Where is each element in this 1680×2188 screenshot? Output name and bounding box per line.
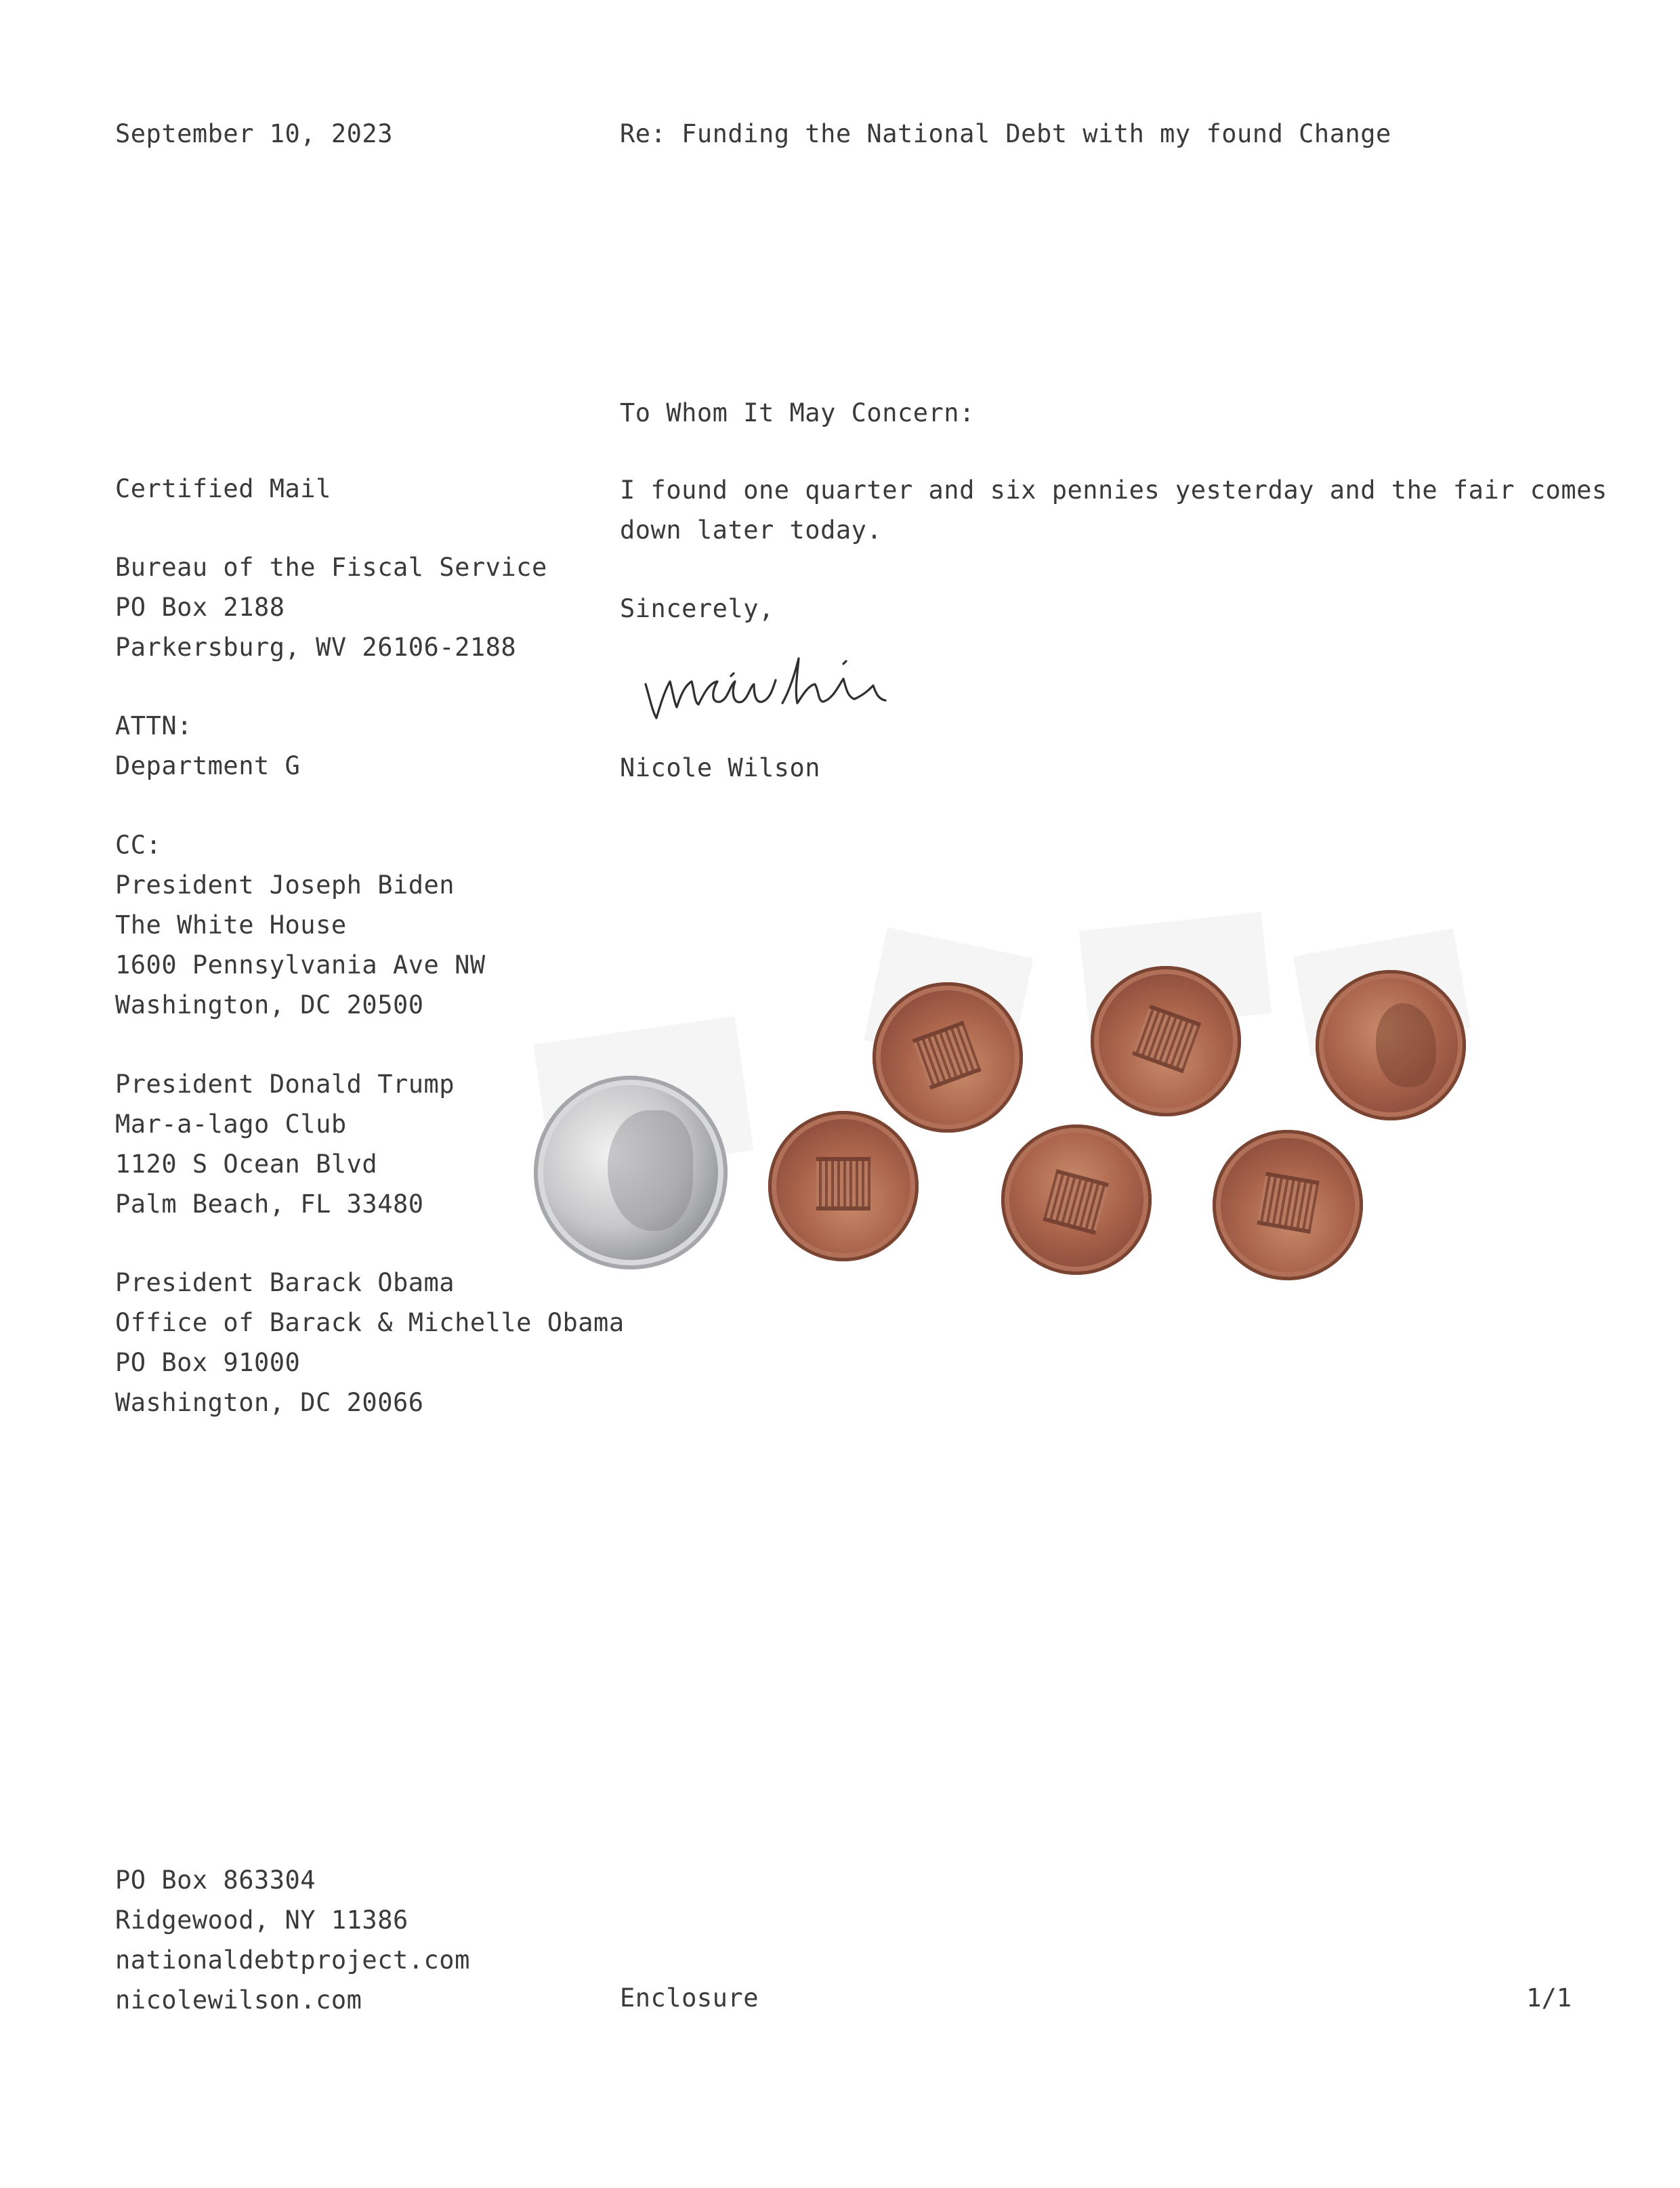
closing: Sincerely,	[620, 594, 774, 623]
letter-date: September 10, 2023	[115, 119, 393, 148]
penny-coin	[1200, 1118, 1374, 1292]
recipient-line: Bureau of the Fiscal Service	[115, 553, 547, 582]
attn-label: ATTN:	[115, 711, 192, 740]
cc-trump-block	[115, 1064, 455, 1224]
quarter-coin	[534, 1076, 728, 1269]
sender-name: Nicole Wilson	[620, 753, 821, 782]
letter-subject: Re: Funding the National Debt with my found Change	[620, 119, 1391, 148]
penny-coin	[984, 1108, 1169, 1292]
cc-line: 1120 S Ocean Blvd	[115, 1150, 378, 1179]
enclosure-label: Enclosure	[620, 1983, 759, 2013]
cc-line: Mar-a-lago Club	[115, 1110, 347, 1139]
cc-obama-block	[115, 1263, 625, 1423]
recipient-line: Parkersburg, WV 26106-2188	[115, 633, 517, 662]
mail-method: Certified Mail	[115, 474, 331, 503]
body-line-2: down later today.	[620, 516, 883, 545]
page-number: 1/1	[1526, 1983, 1572, 2013]
penny-coin	[768, 1111, 919, 1261]
handwritten-signature	[640, 637, 945, 732]
penny-coin	[1316, 970, 1466, 1120]
salutation: To Whom It May Concern:	[620, 398, 975, 427]
cc-label: CC:	[115, 830, 162, 860]
cc-biden-block	[115, 825, 486, 1025]
recipient-line: PO Box 2188	[115, 593, 285, 622]
sender-address-line: Ridgewood, NY 11386	[115, 1906, 408, 1935]
cc-line: The White House	[115, 910, 347, 940]
sender-website[interactable]: nationaldebtproject.com	[115, 1945, 470, 1975]
cc-line: Palm Beach, FL 33480	[115, 1190, 424, 1219]
attention-block	[115, 706, 300, 786]
body-line-1: I found one quarter and six pennies yesterday and the fair comes	[620, 476, 1608, 505]
attn-department: Department G	[115, 751, 301, 780]
cc-line: Office of Barack & Michelle Obama	[115, 1308, 625, 1337]
cc-line: PO Box 91000	[115, 1348, 301, 1377]
cc-line: Washington, DC 20500	[115, 990, 424, 1019]
cc-line: 1600 Pennsylvania Ave NW	[115, 950, 486, 980]
cc-line: President Barack Obama	[115, 1268, 455, 1297]
sender-address	[115, 1860, 470, 2020]
sender-website[interactable]: nicolewilson.com	[115, 1985, 362, 2015]
sender-address-line: PO Box 863304	[115, 1866, 316, 1895]
cc-line: Washington, DC 20066	[115, 1388, 424, 1417]
cc-line: President Joseph Biden	[115, 870, 455, 900]
cc-line: President Donald Trump	[115, 1070, 455, 1099]
recipient-address	[115, 547, 547, 667]
